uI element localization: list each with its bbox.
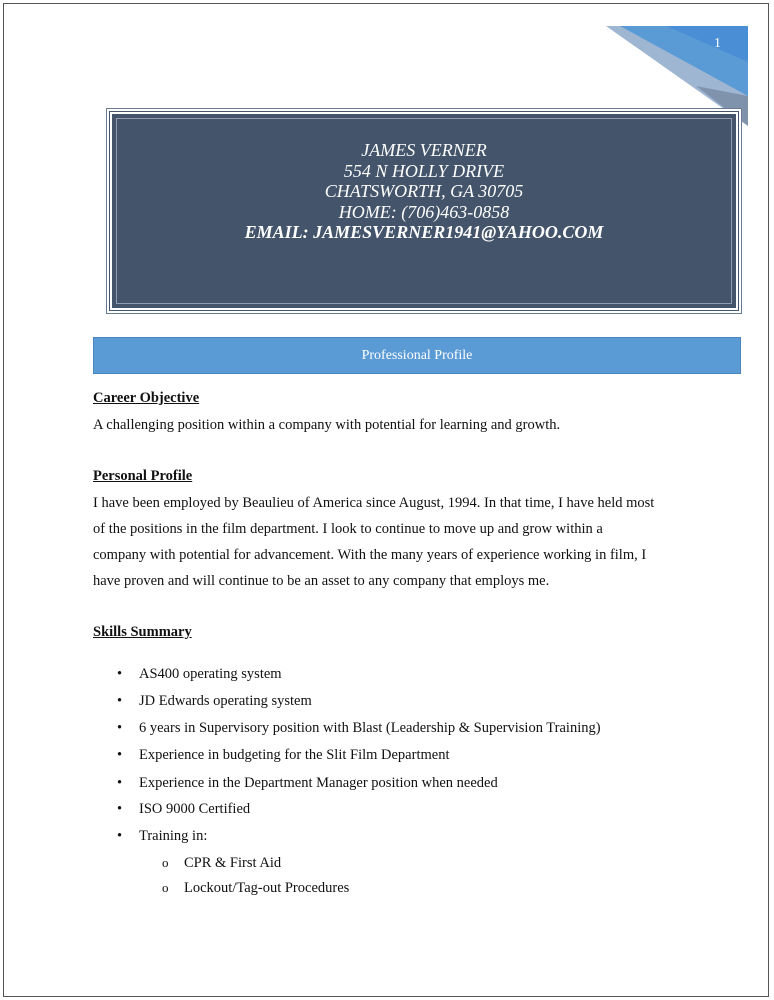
bullet-icon: •	[117, 747, 123, 763]
personal-profile-line: of the positions in the film department. I look to continue to move up and grow within a	[93, 521, 603, 537]
personal-profile-line: have proven and will continue to be an asset to any company that employs me.	[93, 573, 550, 589]
career-objective-heading: Career Objective	[93, 390, 200, 406]
bullet-icon: •	[117, 693, 123, 709]
contact-header	[110, 112, 738, 310]
professional-profile-banner: Professional Profile	[93, 337, 741, 374]
street-address: 554 N HOLLY DRIVE	[343, 160, 505, 181]
page-number: 1	[714, 36, 721, 51]
sub-list-item: o Lockout/Tag-out Procedures	[162, 880, 350, 896]
bullet-icon: •	[117, 775, 123, 791]
personal-profile-line: I have been employed by Beaulieu of America since August, 1994. In that time, I have held most	[93, 495, 655, 511]
bullet-icon: •	[117, 828, 123, 844]
list-item: • ISO 9000 Certified	[117, 801, 251, 817]
career-objective-text	[93, 412, 693, 438]
personal-profile-text	[93, 490, 693, 594]
personal-profile-heading: Personal Profile	[93, 468, 193, 484]
list-item: • JD Edwards operating system	[117, 693, 312, 709]
skills-summary-heading: Skills Summary	[93, 624, 192, 640]
circle-bullet-icon: o	[162, 855, 169, 870]
circle-bullet-icon: o	[162, 880, 169, 895]
bullet-icon: •	[117, 666, 123, 682]
home-phone: HOME: (706)463-0858	[338, 201, 510, 222]
city-state-zip: CHATSWORTH, GA 30705	[324, 181, 524, 201]
personal-profile-line: company with potential for advancement. With the many years of experience working in film, I	[93, 547, 647, 563]
list-item: • Experience in budgeting for the Slit Film Department	[117, 747, 450, 763]
list-item: • Experience in the Department Manager position when needed	[117, 775, 498, 791]
sub-list-item: o CPR & First Aid	[162, 855, 282, 871]
contact-block	[112, 140, 736, 243]
bullet-icon: •	[117, 720, 123, 736]
email-address: EMAIL: JAMESVERNER1941@YAHOO.COM	[244, 222, 604, 242]
list-item: • 6 years in Supervisory position with Blast (Leadership & Supervision Training)	[117, 720, 601, 736]
list-item: • Training in:	[117, 828, 208, 844]
applicant-name: JAMES VERNER	[361, 140, 487, 160]
page-corner-decoration	[606, 26, 748, 126]
list-item: • AS400 operating system	[117, 666, 282, 682]
bullet-icon: •	[117, 801, 123, 817]
career-objective-line: A challenging position within a company with potential for learning and growth.	[93, 417, 561, 433]
